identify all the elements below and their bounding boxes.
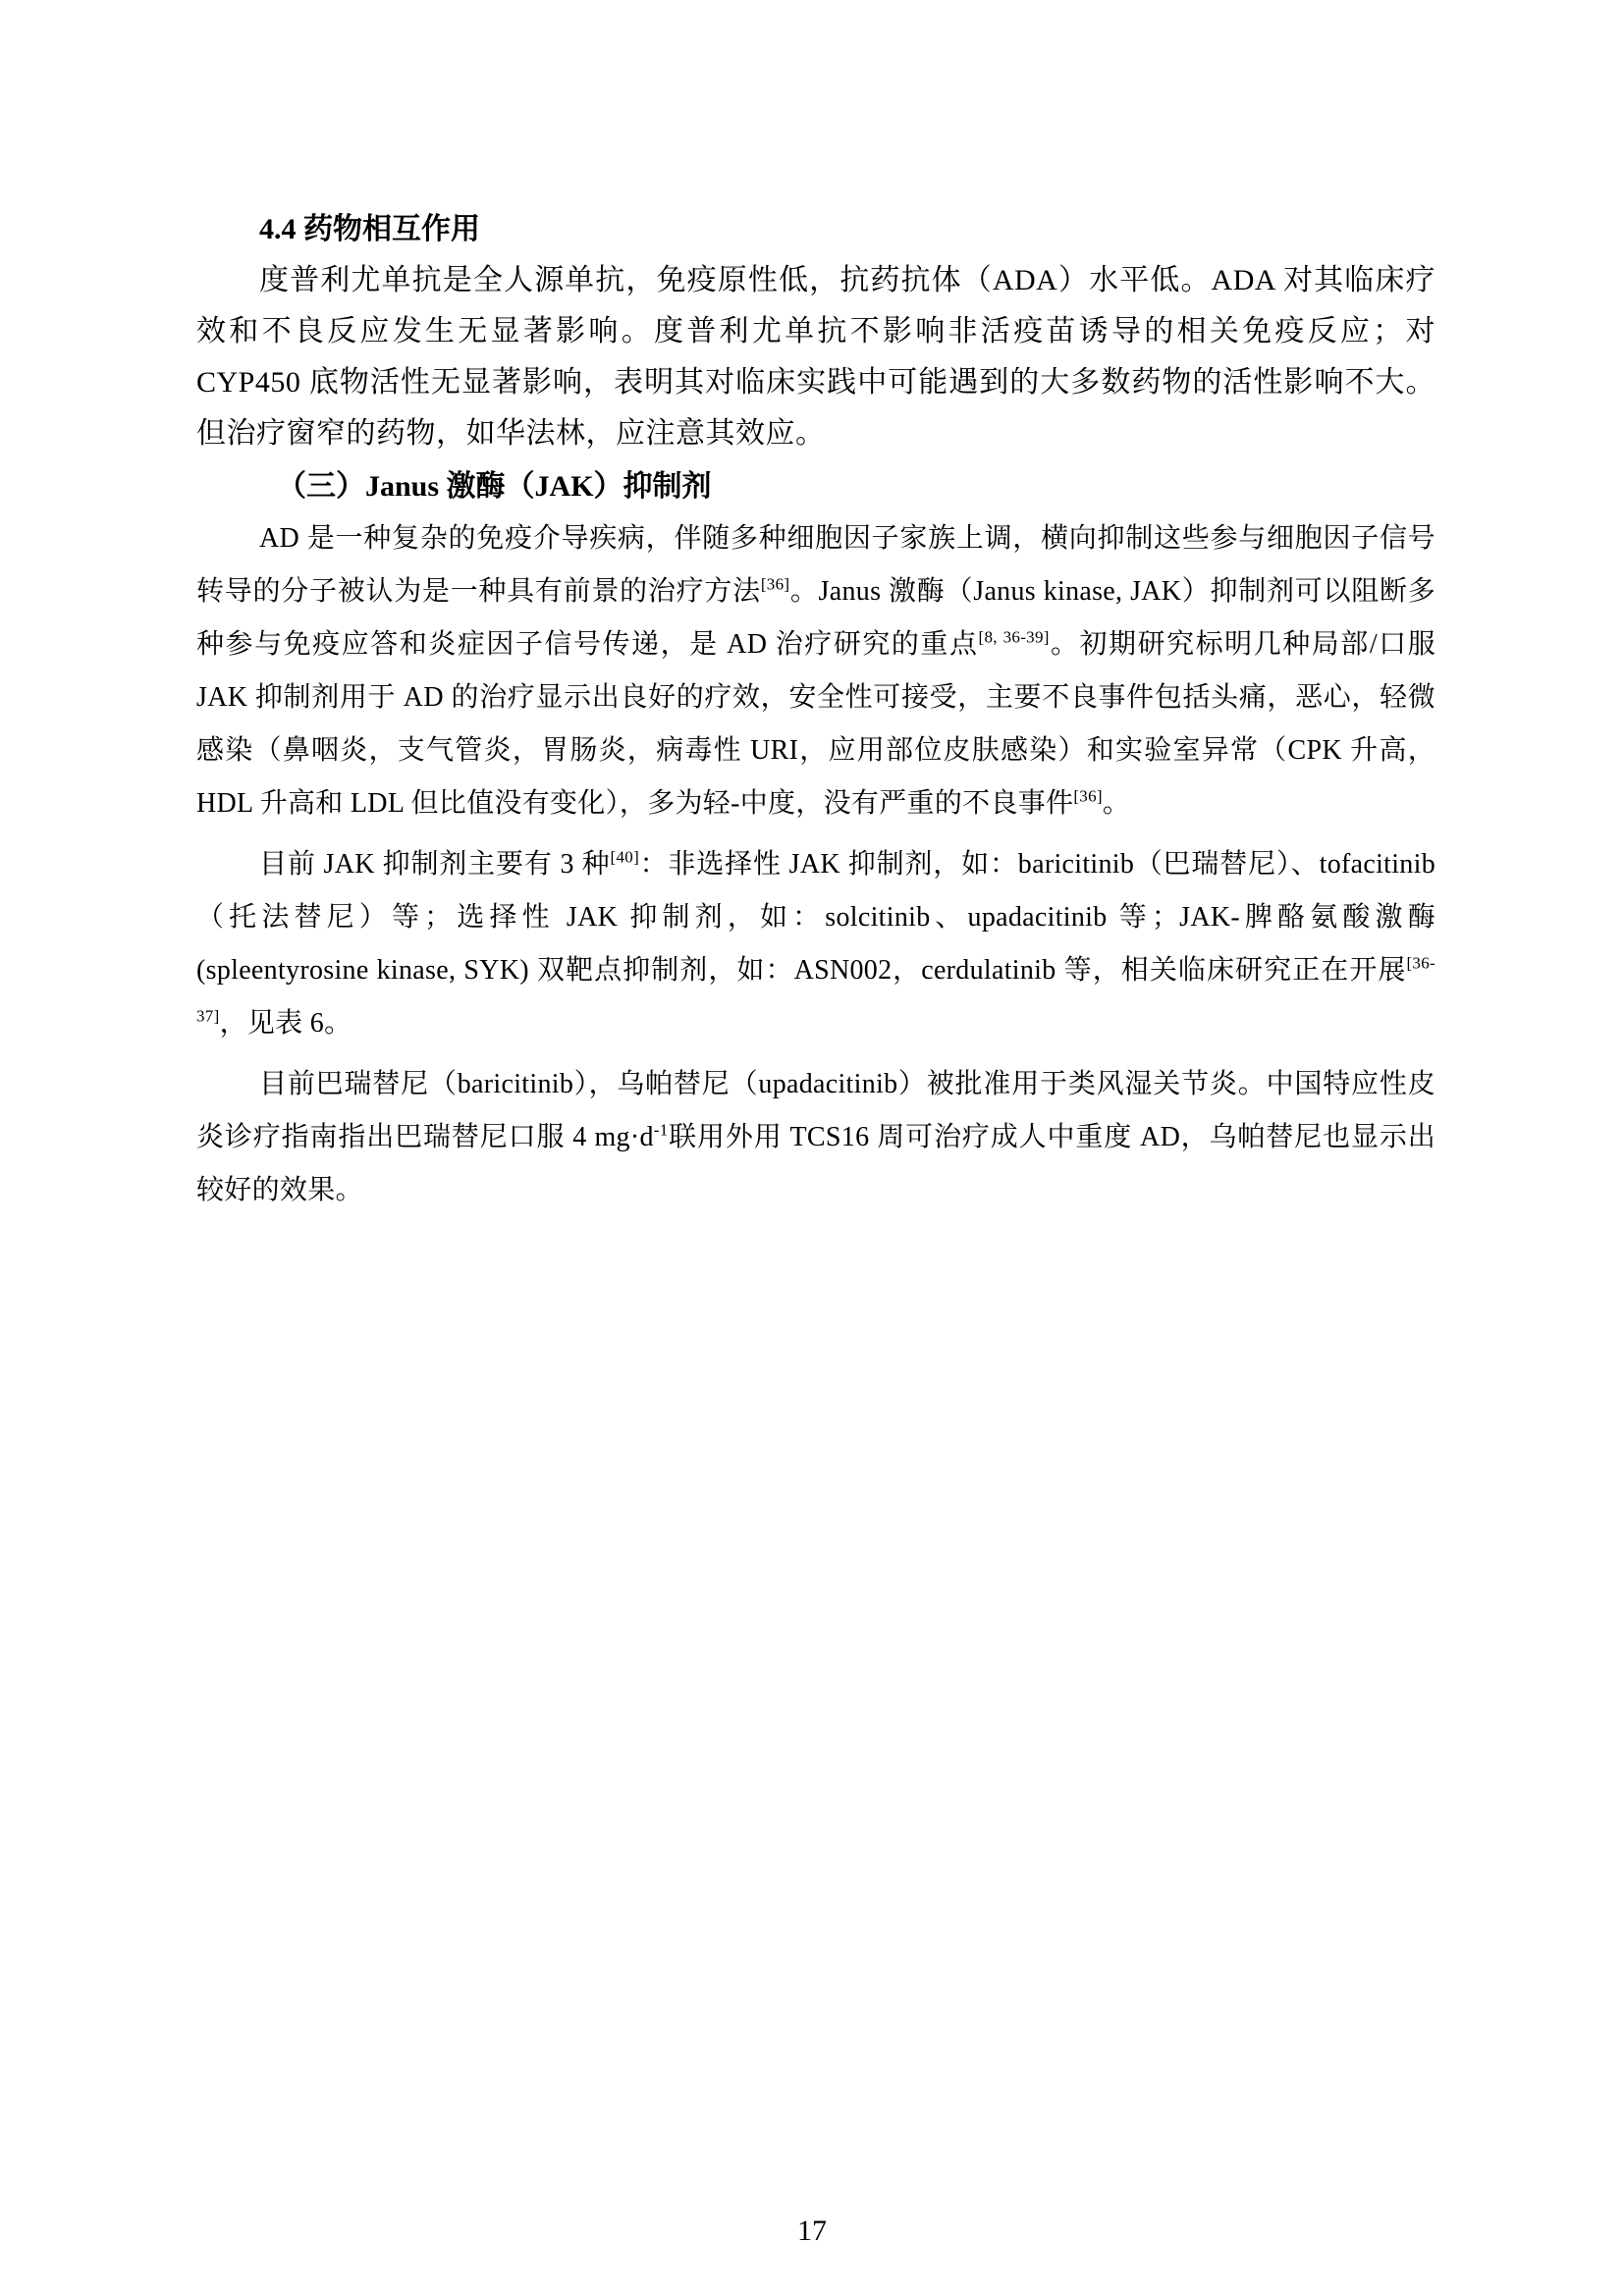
- citation-ref: [36]: [760, 574, 790, 594]
- text-segment: 。Janus 激酶（Janus kinase, JAK）抑制剂可以阻断多种参与免疫应答和炎症因子信号传递，是 AD 治疗研究的重点: [196, 576, 1435, 660]
- text-segment: ，见表 6。: [219, 1008, 352, 1039]
- text-segment: 目前 JAK 抑制剂主要有 3 种: [259, 849, 611, 880]
- text-segment: 联用外用 TCS16 周可治疗成人中重度 AD，乌帕替尼也显示出较好的效果。: [196, 1122, 1435, 1205]
- citation-ref: [36-37]: [196, 953, 1435, 1026]
- text-segment: 。初期研究标明几种局部/口服 JAK 抑制剂用于 AD 的治疗显示出良好的疗效，安全性可接受，主要不良事件包括头痛，恶心，轻微感染（鼻咽炎，支气管炎，胃肠炎，病毒性 URI，应用部位皮肤感染）和实验室异常（CPK 升高，HDL 升高和 LDL 但比值没有变化），多为轻-中度，没有严重的不良事件: [196, 629, 1435, 819]
- paragraph-jak-intro: [196, 512, 1435, 830]
- unit-superscript: -1: [653, 1120, 669, 1140]
- citation-ref: [36]: [1073, 786, 1103, 806]
- text-segment: 。: [1102, 788, 1131, 819]
- section-heading-drug-interactions: 4.4 药物相互作用: [259, 213, 480, 245]
- text-segment: 目前巴瑞替尼（baricitinib），乌帕替尼（upadacitinib）被批准用于类风湿关节炎。中国特应性皮炎诊疗指南指出巴瑞替尼口服 4 mg·d: [196, 1069, 1435, 1152]
- page-number: 17: [797, 2215, 827, 2247]
- citation-ref: [40]: [610, 847, 640, 867]
- section-heading-jak-inhibitors: （三）Janus 激酶（JAK）抑制剂: [277, 470, 712, 503]
- paragraph-jak-approved: [196, 1058, 1435, 1217]
- citation-ref: [8, 36-39]: [978, 627, 1050, 647]
- paragraph-jak-types: [196, 838, 1435, 1050]
- paragraph-drug-interactions: 度普利尤单抗是全人源单抗，免疫原性低，抗药抗体（ADA）水平低。ADA 对其临床疗效和不良反应发生无显著影响。度普利尤单抗不影响非活疫苗诱导的相关免疫反应；对 CYP450 底物活性无显著影响，表明其对临床实践中可能遇到的大多数药物的活性影响不大。但治疗窗窄的药物，如华法林，应注意其效应。: [196, 264, 1435, 450]
- text-segment: ：非选择性 JAK 抑制剂，如：baricitinib（巴瑞替尼）、tofacitinib（托法替尼）等；选择性 JAK 抑制剂，如：solcitinib、upadacitinib 等；JAK-脾酪氨酸激酶 (spleentyrosine kinase, SYK) 双靶点抑制剂，如：ASN002，cerdulatinib 等，相关临床研究正在开展: [196, 849, 1435, 986]
- body-text: [196, 204, 1435, 1217]
- text-segment: AD 是一种复杂的免疫介导疾病，伴随多种细胞因子家族上调，横向抑制这些参与细胞因子信号转导的分子被认为是一种具有前景的治疗方法: [196, 523, 1435, 607]
